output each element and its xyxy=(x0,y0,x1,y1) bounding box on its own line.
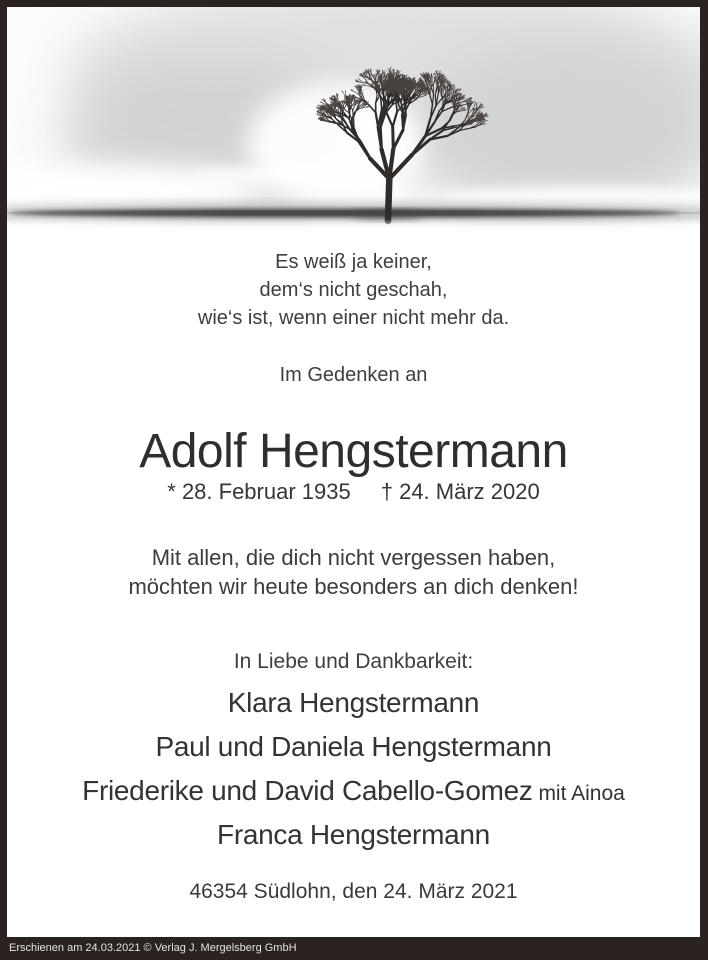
quote-line: wie‘s ist, wenn einer nicht mehr da. xyxy=(197,307,510,329)
bare-tree-in-mist-icon xyxy=(7,7,700,235)
memorial-message xyxy=(7,543,700,601)
memorial-artwork xyxy=(7,7,700,235)
memorial-quote xyxy=(7,248,700,332)
birth-date: * 28. Februar 1935 xyxy=(167,479,351,504)
mourners-list xyxy=(7,682,700,858)
mourner-line: Franca Hengstermann xyxy=(217,819,490,850)
quote-line: Es weiß ja keiner, xyxy=(275,251,432,273)
card-paper xyxy=(7,7,700,937)
quote-line: dem‘s nicht geschah, xyxy=(259,279,448,301)
life-dates xyxy=(7,478,700,506)
mourner-line: Friederike und David Cabello-Gomez mit Ainoa xyxy=(82,775,625,806)
place-date-line: 46354 Südlohn, den 24. März 2021 xyxy=(189,880,518,903)
imprint-bar xyxy=(0,937,708,960)
mourner-line: Paul und Daniela Hengstermann xyxy=(155,731,552,762)
mourner-line: Klara Hengstermann xyxy=(227,687,480,718)
message-line: möchten wir heute besonders an dich denken! xyxy=(128,574,579,599)
message-line: Mit allen, die dich nicht vergessen haben, xyxy=(151,545,556,570)
death-date: † 24. März 2020 xyxy=(380,479,540,504)
imprint-text: Erschienen am 24.03.2021 © Verlag J. Mergelsberg GmbH xyxy=(9,942,297,954)
intro-line: Im Gedenken an xyxy=(279,364,428,386)
closing-line: In Liebe und Dankbarkeit: xyxy=(233,650,474,673)
deceased-name: Adolf Hengstermann xyxy=(139,425,568,478)
